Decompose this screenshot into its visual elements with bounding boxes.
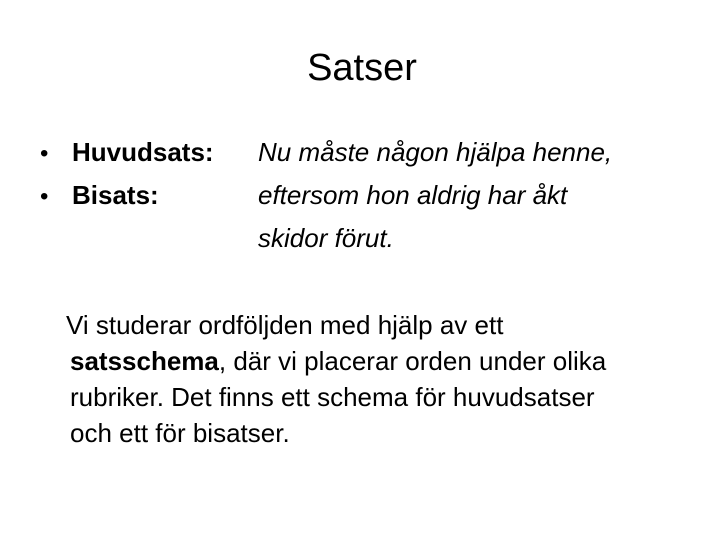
paragraph-line: och ett för bisatser. bbox=[70, 418, 290, 448]
explanation-paragraph bbox=[54, 307, 694, 451]
bullet-item-bisats bbox=[40, 174, 260, 217]
satsschema-term: satsschema bbox=[70, 346, 219, 376]
slide-title bbox=[0, 44, 720, 92]
bullet-list bbox=[40, 131, 260, 217]
paragraph-line: rubriker. Det finns ett schema för huvudsatser bbox=[70, 382, 595, 412]
bullet-item-huvudsats bbox=[40, 131, 260, 174]
example-line: skidor förut. bbox=[258, 223, 394, 253]
paragraph-line: Vi studerar ordföljden med hjälp av ett bbox=[66, 310, 504, 340]
example-line: Nu måste någon hjälpa henne, bbox=[258, 137, 613, 167]
slide-title-text: Satser bbox=[307, 47, 417, 89]
example-sentence bbox=[258, 131, 698, 260]
bullet-dot-icon: • bbox=[40, 183, 49, 210]
paragraph-line-rest: , där vi placerar orden under olika bbox=[218, 346, 607, 376]
bullet-label: Huvudsats: bbox=[72, 137, 214, 167]
bullet-dot-icon: • bbox=[40, 140, 49, 167]
bullet-label: Bisats: bbox=[72, 180, 159, 210]
example-line: eftersom hon aldrig har åkt bbox=[258, 180, 568, 210]
paragraph-line bbox=[54, 343, 694, 379]
